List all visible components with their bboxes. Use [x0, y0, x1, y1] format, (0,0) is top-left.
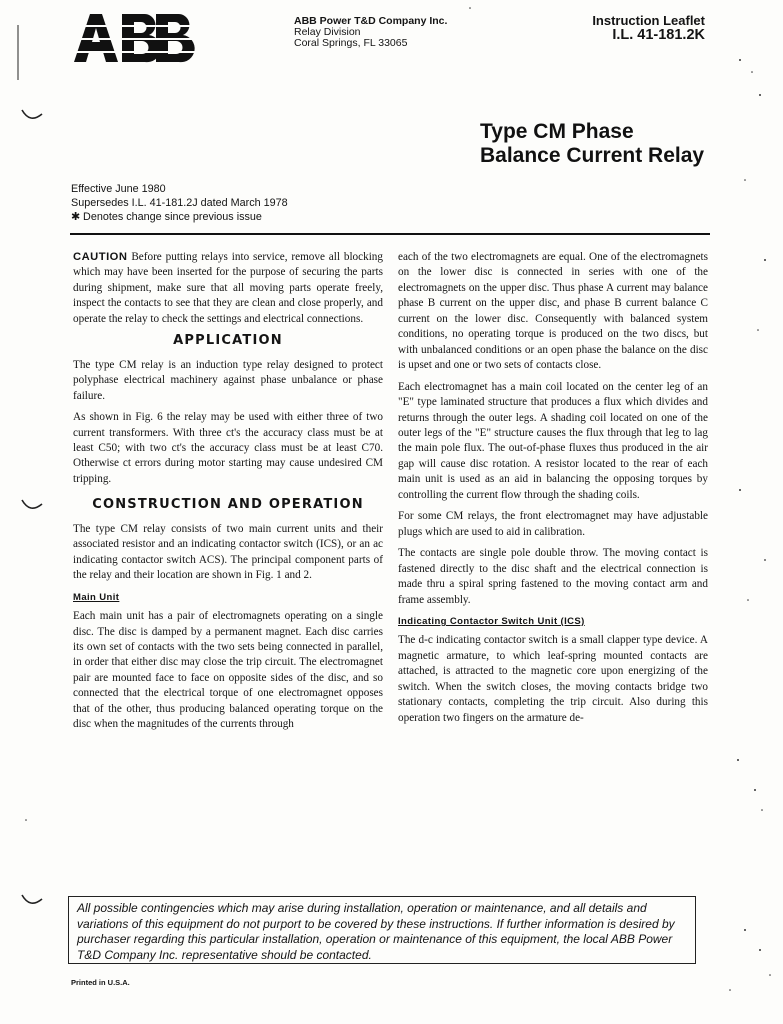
company-division: Relay Division: [294, 26, 361, 38]
application-paragraph-2: As shown in Fig. 6 the relay may be used with either three of two current transformers. With three ct's the accuracy class must be at least C50; with two ct's the accuracy class must be at least C70. Otherwise ct errors during motor starting may cause undesired CM tripping.: [73, 411, 383, 485]
leaflet-label: Instruction Leaflet: [592, 13, 705, 28]
right-paragraph-4: The contacts are single pole double throw. The moving contact is fastened directly to the disc shaft and the electrical connection is made thru a spiral spring fastened to the moving contact arm and frame assembly.: [398, 547, 708, 606]
right-paragraph-5: The d-c indicating contactor switch is a small clapper type device. A magnetic armature, to which leaf-spring mounted contacts are attached, is attracted to the magnetic core upon energizing of the switch. When the switch closes, the moving contacts bridge two stationary contacts, completing the trip circuit. Also during this operation two fingers on the armature de-: [398, 634, 708, 724]
main-unit-heading: Main Unit: [73, 591, 120, 603]
binder-hole-mark-top: [22, 110, 42, 118]
effective-date: Effective June 1980: [71, 183, 166, 195]
company-address: Coral Springs, FL 33065: [294, 37, 408, 49]
company-name: ABB Power T&D Company Inc.: [294, 15, 448, 27]
title-line-1: Type CM Phase: [480, 120, 634, 143]
speckle-dots: [25, 7, 771, 991]
disclaimer-box: All possible contingencies which may arise during installation, operation or maintenance, and all details and variations of this equipment do not purport to be covered by these instructions. If further information is desired by purchaser regarding this particular installation, operation or maintenance of this equipment, the local ABB Power T&D Company Inc. representative should be contacted.: [68, 896, 696, 964]
application-heading: APPLICATION: [173, 333, 283, 349]
printed-in-note: Printed in U.S.A.: [71, 978, 130, 987]
right-paragraph-1: each of the two electromagnets are equal. One of the electromagnets on the lower disc is connected in series with one of the electromagnets on the upper disc. Thus phase A current may balance phase B current on the upper disc, and phase B current balance C current on the lower disc. Consequently with balanced system conditions, no operating torque is produced on the two discs, but with unbalanced conditions or an open phase the balance on the disc is upset and one or two sets of contacts close.: [398, 251, 708, 372]
right-paragraph-3: For some CM relays, the front electromagnet may have adjustable plugs which are used to aid in calibration.: [398, 510, 708, 538]
caution-text: Before putting relays into service, remove all blocking which may have been inserted for the purpose of securing the parts during shipment, make sure that all moving parts operate freely, inspect the contacts to see that they are clean and close properly, and operate the relay to check the settings and electrical connections.: [73, 251, 383, 325]
binder-hole-mark-middle: [22, 500, 42, 508]
construction-paragraph: The type CM relay consists of two main current units and their associated resistor and an indicating contactor switch (ICS), or an ac indicating contactor switch ACS). The principal component parts of the relay and their location are shown in Fig. 1 and 2.: [73, 522, 383, 582]
change-note: ✱ Denotes change since previous issue: [71, 211, 262, 223]
supersedes-note: Supersedes I.L. 41-181.2J dated March 1978: [71, 197, 288, 209]
construction-heading: CONSTRUCTION AND OPERATION: [92, 497, 364, 513]
title-line-2: Balance Current Relay: [480, 144, 705, 167]
caution-label: CAUTION: [73, 251, 128, 263]
leaflet-number: I.L. 41-181.2K: [612, 27, 705, 43]
right-paragraph-2: Each electromagnet has a main coil located on the center leg of an "E" type laminated structure that produces a flux which divides and returns through the outer legs. A shading coil located on one of the outer legs of the "E" structure causes the flux through that leg to lag the main pole flux. The out-of-phase fluxes thus produced in the air gap will cause disc rotation. A resistor located to the rear of each main unit is used as an aid in balancing the opposing torques by controlling the current flow through the shading coils.: [398, 380, 708, 501]
main-unit-paragraph: Each main unit has a pair of electromagnets operating on a single disc. The disc is damped by a permanent magnet. Each disc carries its own set of contacts with the two sets being connected in parallel, in order that either disc may close the trip circuit. The electromagnet pair are mounted face to face on opposite sides of the disc, and so connected that the electrical torque of one electromagnet opposes that of the other, thus producing balanced operating torque on the disc when the magnitudes of the currents through: [73, 610, 383, 731]
application-paragraph-1: The type CM relay is an induction type relay designed to protect polyphase electrical machinery against phase unbalance or phase failure.: [73, 358, 383, 402]
binder-hole-mark-bottom: [22, 895, 42, 903]
ics-heading: Indicating Contactor Switch Unit (ICS): [398, 615, 585, 627]
